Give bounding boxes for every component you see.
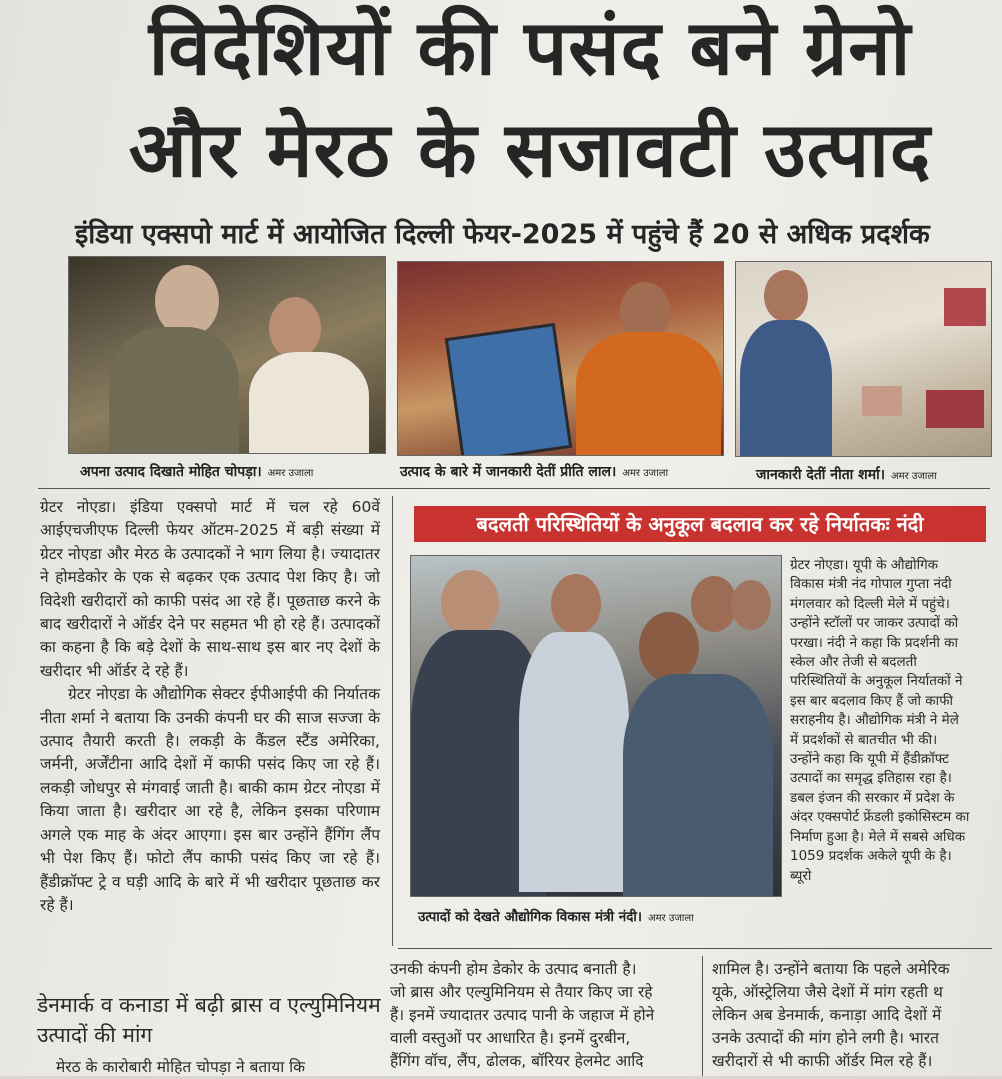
main-story — [40, 496, 380, 917]
boxed-story-text — [790, 556, 970, 886]
scooter-painting — [445, 323, 572, 456]
bottom-right-line: खरीदारों से भी काफी ऑर्डर मिल रहे हैं। — [712, 1052, 933, 1070]
column-divider — [392, 496, 393, 946]
caption-text: जानकारी देतीं नीता शर्मा। — [756, 467, 886, 483]
bottom-right-line: यूके, ऑस्ट्रेलिया जैसे देशों में मांग रहती थ — [712, 983, 943, 1001]
main-story-paragraph-2: ग्रेटर नोएडा के औद्योगिक सेक्टर ईपीआईपी की निर्यातक नीता शर्मा ने बताया कि उनकी कंपनी घर की साज सज्जा के उत्पाद तैयारी करती है। लकड़ी के कैंडल स्टैंड अमेरिका, जर्मनी, अर्जेंटीना आदि देशों में काफी पसंद किए जा रहे हैं। लकड़ी जोधपुर से मंगवाई जाती है। बाकी काम ग्रेटर नोएडा में किया जाता है। खरीदार आ रहे है, लेकिन इसका परिणाम अगले एक माह के अंदर आएगा। इस बार उन्होंने हैंगिंग लैंप भी पेश किए हैं। फोटो लैंप काफी पसंद किए जा रहे हैं। हैंडीक्रॉफ्ट ट्रे व घड़ी आदि के बारे में भी खरीदार पूछताछ कर रहे हैं। — [40, 685, 380, 914]
photo-mohit-chopra — [68, 256, 386, 454]
main-story-paragraph-1: ग्रेटर नोएडा। इंडिया एक्सपो मार्ट में चल रहे 60वें आईएचजीएफ दिल्ली फेयर ऑटम-2025 में बड़ी संख्या में ग्रेटर नोएडा और मेरठ के उत्पादकों ने भाग लिया है। ज्यादातर ने होमडेकोर के एक से बढ़कर एक उत्पाद पेश किए है। जो विदेशी खरीदारों को काफी पसंद आ रहे हैं। पूछताछ करने के बाद खरीदारों ने ऑर्डर देने पर सहमत भी हो रहे हैं। उत्पादकों का कहना है कि बड़े देशों के साथ-साथ इस बार नए देशों के खरीदार भी ऑर्डर दे रहे हैं। — [40, 498, 380, 680]
bottom-right-line: लेकिन अब डेनमार्क, कनाड़ा आदि देशों में — [712, 1006, 942, 1024]
photo-preeti-lal — [397, 261, 724, 456]
bottom-right-line: शामिल है। उन्होंने बताया कि पहले अमेरिक — [712, 960, 950, 978]
bottom-middle-line: हैंगिंग वॉच, लैंप, ढोलक, बॉरियर हेलमेट आदि — [390, 1052, 644, 1070]
bottom-middle-line: उनकी कंपनी होम डेकोर के उत्पाद बनाती है। — [390, 960, 637, 978]
photo-1-caption — [80, 462, 313, 481]
photo-neeta-sharma — [735, 261, 992, 457]
caption-source: अमर उजाला — [622, 468, 669, 479]
divider — [398, 948, 992, 949]
subheadline: इंडिया एक्सपो मार्ट में आयोजित दिल्ली फेयर-2025 में पहुंचे हैं 20 से अधिक प्रदर्शक — [75, 219, 930, 250]
column-divider — [702, 956, 703, 1076]
photo-3-caption — [756, 465, 937, 484]
caption-text: अपना उत्पाद दिखाते मोहित चोपड़ा। — [80, 464, 262, 480]
boxed-story-headline: बदलती परिस्थितियों के अनुकूल बदलाव कर रहे निर्यातकः नंदी — [414, 506, 986, 542]
boxed-story-body: ग्रेटर नोएडा। यूपी के औद्योगिक विकास मंत्री नंद गोपाल गुप्ता नंदी मंगलवार को दिल्ली मेले में पहुंचे। उन्होंने स्टॉलों पर जाकर उत्पादों को परखा। नंदी ने कहा कि प्रदर्शनी का स्केल और तेजी से बदलती परिस्थितियों के अनुकूल निर्यातकों ने इस बार बदलाव किए हैं जो काफी सराहनीय है। औद्योगिक मंत्री ने मेले में प्रदर्शकों से बातचीत भी की। उन्होंने कहा कि यूपी में हैंडीक्रॉफ्ट उत्पादों का समृद्ध इतिहास रहा है। डबल इंजन की सरकार में प्रदेश के अंदर एक्सपोर्ट फ्रेंडली इकोसिस्टम का निर्माण हुआ है। मेले में सबसे अधिक 1059 प्रदर्शक अकेले यूपी के है। ब्यूरो — [790, 557, 970, 884]
caption-source: अमर उजाला — [891, 471, 937, 482]
headline-line-1: विदेशियों की पसंद बने ग्रेनो — [148, 3, 912, 92]
sub-story-start: मेरठ के कारोबारी मोहित चोपड़ा ने बताया कि — [56, 1058, 306, 1076]
bottom-middle-line: हैं। इनमें ज्यादातर उत्पाद पानी के जहाज में होने — [390, 1006, 655, 1024]
photo-4-caption — [418, 907, 694, 925]
photo-minister-nandi — [410, 555, 782, 897]
lamp-shade — [944, 288, 986, 326]
headline-line-2: और मेरठ के सजावटी उत्पाद — [128, 105, 932, 194]
caption-text: उत्पादों को देखते औद्योगिक विकास मंत्री नंदी। — [418, 909, 643, 925]
sub-heading: डेनमार्क व कनाडा में बढ़ी ब्रास व एल्युमिनियम उत्पादों की मांग — [37, 993, 381, 1047]
bottom-middle-line: वाली वस्तुओं पर आधारित है। इनमें दुरबीन, — [390, 1029, 631, 1047]
caption-text: उत्पाद के बारे में जानकारी देतीं प्रीति लाल। — [400, 464, 617, 480]
photo-2-caption — [400, 462, 668, 481]
lamp-shade — [862, 386, 902, 416]
lamp-shade — [926, 390, 984, 428]
divider — [38, 488, 990, 489]
caption-source: अमर उजाला — [267, 468, 314, 479]
caption-source: अमर उजाला — [648, 913, 694, 924]
bottom-right-line: उनके उत्पादों की मांग होने लगी है। भारत — [712, 1029, 939, 1047]
bottom-middle-line: जो ब्रास और एल्युमिनियम से तैयार किए जा रहे — [390, 983, 653, 1001]
